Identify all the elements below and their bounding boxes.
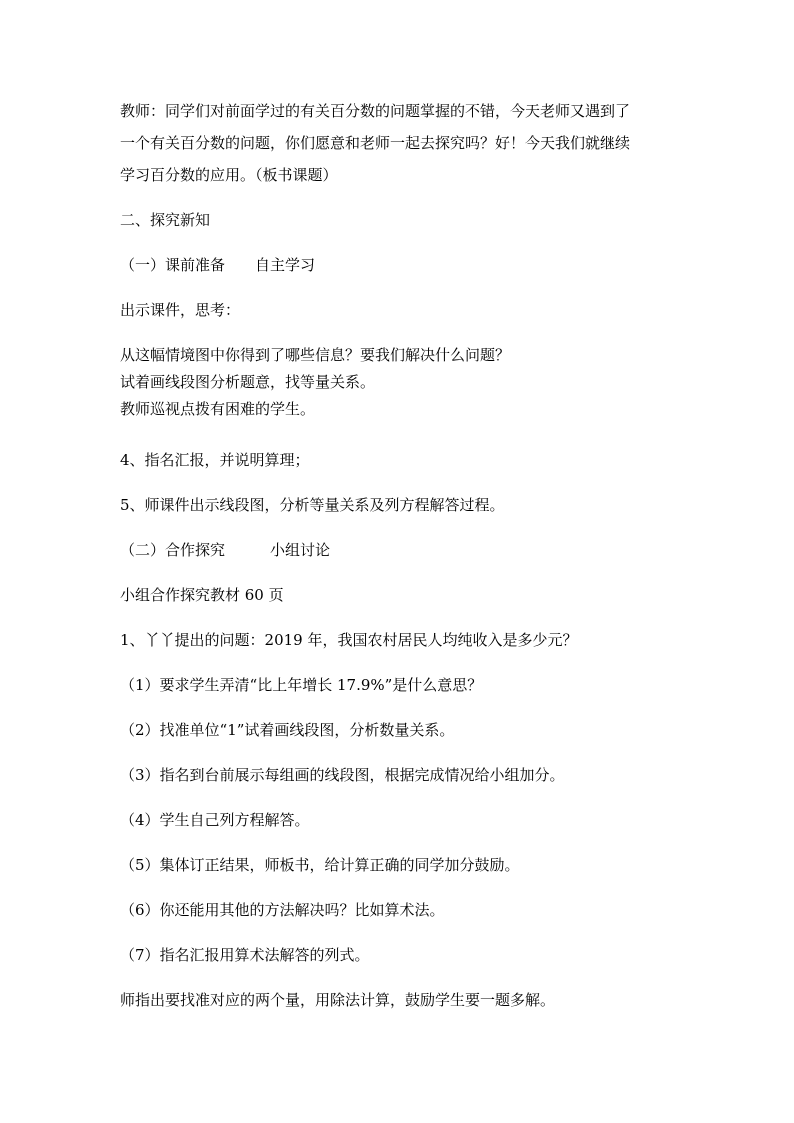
list-item: （1）要求学生弄清“比上年增长 17.9%”是什么意思？ [120,676,483,694]
list-item: （3）指名到台前展示每组画的线段图，根据完成情况给小组加分。 [120,766,565,784]
paragraph-line: 教师巡视点拨有困难的学生。 [120,400,316,418]
list-item: 1、丫丫提出的问题：2019 年，我国农村居民人均纯收入是多少元？ [120,631,578,649]
list-item: 4、指名汇报，并说明算理； [120,451,310,469]
paragraph-line: 小组合作探究教材 60 页 [120,586,284,604]
list-item: （6）你还能用其他的方法解决吗？比如算术法。 [120,901,445,919]
list-item: （2）找准单位“1”试着画线段图，分析数量关系。 [120,721,455,739]
paragraph-line: 试着画线段图分析题意，找等量关系。 [120,373,376,391]
paragraph-line: 从这幅情境图中你得到了哪些信息？要我们解决什么问题？ [120,346,511,364]
section-heading: 二、探究新知 [120,211,211,229]
list-item: 5、师课件出示线段图，分析等量关系及列方程解答过程。 [120,496,505,514]
paragraph-line: 出示课件，思考： [120,301,241,319]
list-item: （7）指名汇报用算术法解答的列式。 [120,946,370,964]
subsection-heading: （一）课前准备 自主学习 [120,256,316,274]
paragraph-line: 教师：同学们对前面学过的有关百分数的问题掌握的不错，今天老师又遇到了 [120,102,631,120]
subsection-heading: （二）合作探究 小组讨论 [120,541,331,559]
paragraph-line: 师指出要找准对应的两个量，用除法计算，鼓励学生要一题多解。 [120,991,556,1009]
paragraph-line: 一个有关百分数的问题，你们愿意和老师一起去探究吗？好！今天我们就继续 [120,134,631,152]
list-item: （4）学生自己列方程解答。 [120,811,310,829]
list-item: （5）集体订正结果，师板书，给计算正确的同学加分鼓励。 [120,856,520,874]
paragraph-line: 学习百分数的应用。（板书课题） [120,166,338,184]
